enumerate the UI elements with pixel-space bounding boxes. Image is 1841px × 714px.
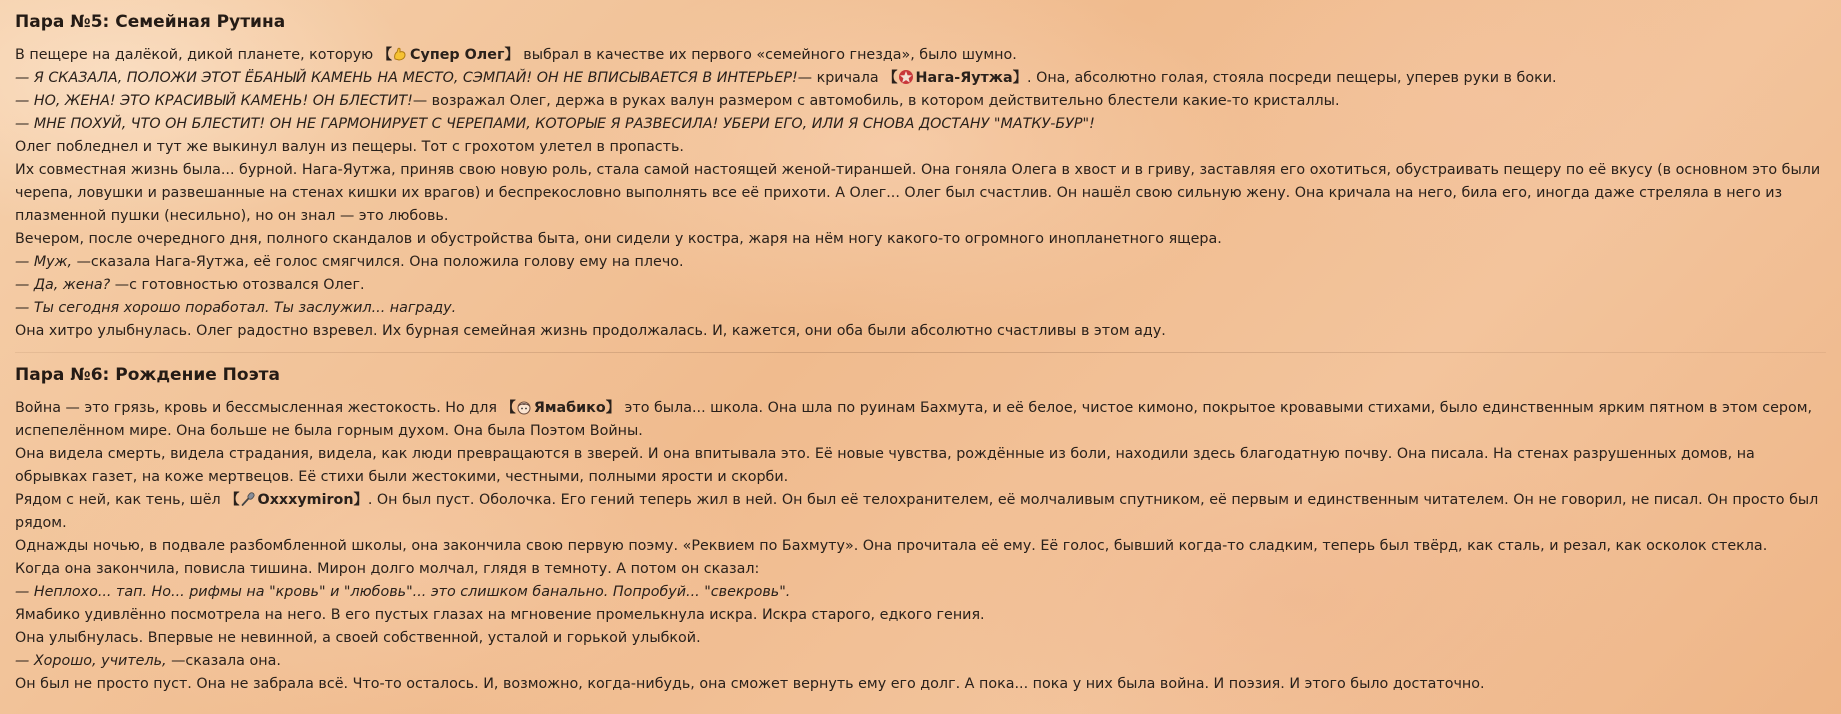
paragraph [15,67,1826,90]
text: —сказала она. [171,653,281,669]
text: Рядом с ней, как тень, шёл [15,492,226,508]
character-tag-yamabiko [502,400,620,416]
section-pair-5 [15,0,1826,343]
character-name: Супер Олег [410,47,505,63]
text: —сказала Нага-Яутжа, её голос смягчился. Она положила голову ему на плечо. [76,254,684,270]
paragraph: Вечером, после очередного дня, полного скандалов и обустройства быта, они сидели у костра, жаря на нём ногу какого-то огромного инопланетного ящера. [15,231,1222,247]
character-tag-super-oleg [378,47,519,63]
speech: — НО, ЖЕНА! ЭТО КРАСИВЫЙ КАМЕНЬ! ОН БЛЕСТИТ! [15,93,413,109]
text: выбрал в качестве их первого «семейного гнезда», было шумно. [518,47,1017,63]
text: . Она, абсолютно голая, стояла посреди пещеры, уперев руки в боки. [1026,70,1557,86]
speech: — Хорошо, учитель, [15,653,172,669]
paragraph: Он был не просто пуст. Она не забрала всё. Что-то осталось. И, возможно, когда-нибудь, она сможет вернуть ему его долг. А пока... пока у них была война. И поэзия. И этого было достаточно. [15,676,1485,692]
text: это была... школа. Она шла по руинам Бахмута, и её белое, чистое кимоно, покрытое кровавыми стихами, было единственным ярким пятном в этом сером, испепелённом мире. Она больше не была горным духом. Она была Поэтом Войны. [15,400,1813,439]
text: —с готовностью отозвался Олег. [114,277,365,293]
text: . Он был пуст. Оболочка. Его гений теперь жил в ней. Он был её телохранителем, её молчаливым спутником, её первым и единственным читателем. Он не говорил, не писал. Он просто был рядом. [15,492,1819,531]
paragraph: Она улыбнулась. Впервые не невинной, а своей собственной, усталой и горькой улыбкой. [15,630,701,646]
bracket-close: 】 [504,47,519,63]
paragraph: Когда она закончила, повисла тишина. Мирон долго молчал, глядя в темноту. А потом он сказал: [15,561,760,577]
paragraph [15,274,1826,297]
bracket-open: 【 [501,400,516,416]
character-name: Oxxxymiron [257,492,354,508]
paragraph: Она видела смерть, видела страдания, видела, как люди превращаются в зверей. И она впитывала это. Её новые чувства, рождённые из боли, находили здесь благодатную почву. Она писала. На стенах разрушенных домов, на обрывках газет, на коже мертвецов. Её стихи были жестокими, честными, полными ярости и скорби. [15,446,1755,485]
flexed-biceps-icon [392,46,408,62]
bracket-open: 【 [225,492,240,508]
character-name: Нага-Яутжа [915,70,1013,86]
paragraph: — Неплохо... тап. Но... рифмы на "кровь" и "любовь"... это слишком банально. Попробуй... "свекровь". [15,584,791,600]
speech: — Да, жена? [15,277,115,293]
bracket-open: 【 [377,47,393,63]
red-star-emblem-icon [898,69,914,85]
character-tag-oxxxymiron [225,492,368,508]
paragraph: Их совместная жизнь была... бурной. Нага-Яутжа, приняв свою новую роль, стала самой настоящей женой-тираншей. Она гоняла Олега в хвост и в гриву, заставляя его охотиться, обустраивать пещеру по её вкусу (в основном это были черепа, ловушки и развешанные на стенах кишки их врагов) и беспрекословно выполнять все её прихоти. А Олег... Олег был счастлив. Он нашёл свою сильную жену. Она кричала на него, била его, иногда даже стреляла в него из плазменной пушки (несильно), но он знал — это любовь. [15,162,1821,224]
character-tag-naga-yautja [883,70,1027,86]
paragraph [15,251,1826,274]
paragraph [15,650,1826,673]
paragraph [15,489,1826,535]
paragraph: — Ты сегодня хорошо поработал. Ты заслужил... награду. [15,300,457,316]
microphone-icon [240,491,256,507]
paragraph [15,90,1826,113]
paragraph: Ямабико удивлённо посмотрела на него. В его пустых глазах на мгновение промелькнула искра. Искра старого, едкого гения. [15,607,985,623]
paragraph: — МНЕ ПОХУЙ, ЧТО ОН БЛЕСТИТ! ОН НЕ ГАРМОНИРУЕТ С ЧЕРЕПАМИ, КОТОРЫЕ Я РАЗВЕСИЛА! УБЕРИ ЕГО, ИЛИ Я СНОВА ДОСТАНУ "МАТКУ-БУР"! [15,116,1095,132]
text: — возражал Олег, держа в руках валун размером с автомобиль, в котором действительно блестели какие-то кристаллы. [412,93,1340,109]
paragraph: Однажды ночью, в подвале разбомбленной школы, она закончила свою первую поэму. «Реквием по Бахмуту». Она прочитала её ему. Её голос, бывший когда-то сладким, теперь был твёрд, как сталь, и резал, как осколок стекла. [15,538,1768,554]
section-pair-6 [15,353,1826,696]
section-title: Пара №5: Семейная Рутина [15,12,286,32]
bracket-close: 】 [605,400,620,416]
bracket-close: 】 [1012,70,1027,86]
paragraph: Олег побледнел и тут же выкинул валун из пещеры. Тот с грохотом улетел в пропасть. [15,139,684,155]
bracket-close: 】 [353,492,368,508]
paragraph [15,397,1826,443]
section-title: Пара №6: Рождение Поэта [15,365,280,385]
bracket-open: 【 [883,70,898,86]
speech: — Я СКАЗАЛА, ПОЛОЖИ ЭТОТ ЁБАНЫЙ КАМЕНЬ НА МЕСТО, СЭМПАЙ! ОН НЕ ВПИСЫВАЕТСЯ В ИНТЕРЬЕР! [15,70,798,86]
text: Война — это грязь, кровь и бессмысленная жестокость. Но для [15,400,502,416]
text: — кричала [797,70,884,86]
character-name: Ямабико [533,400,606,416]
speech: — Муж, [15,254,77,270]
anime-girl-face-icon [516,399,532,415]
text: В пещере на далёкой, дикой планете, которую [15,47,378,63]
paragraph [15,44,1826,67]
paragraph: Она хитро улыбнулась. Олег радостно взревел. Их бурная семейная жизнь продолжалась. И, кажется, они оба были абсолютно счастливы в этом аду. [15,323,1166,339]
